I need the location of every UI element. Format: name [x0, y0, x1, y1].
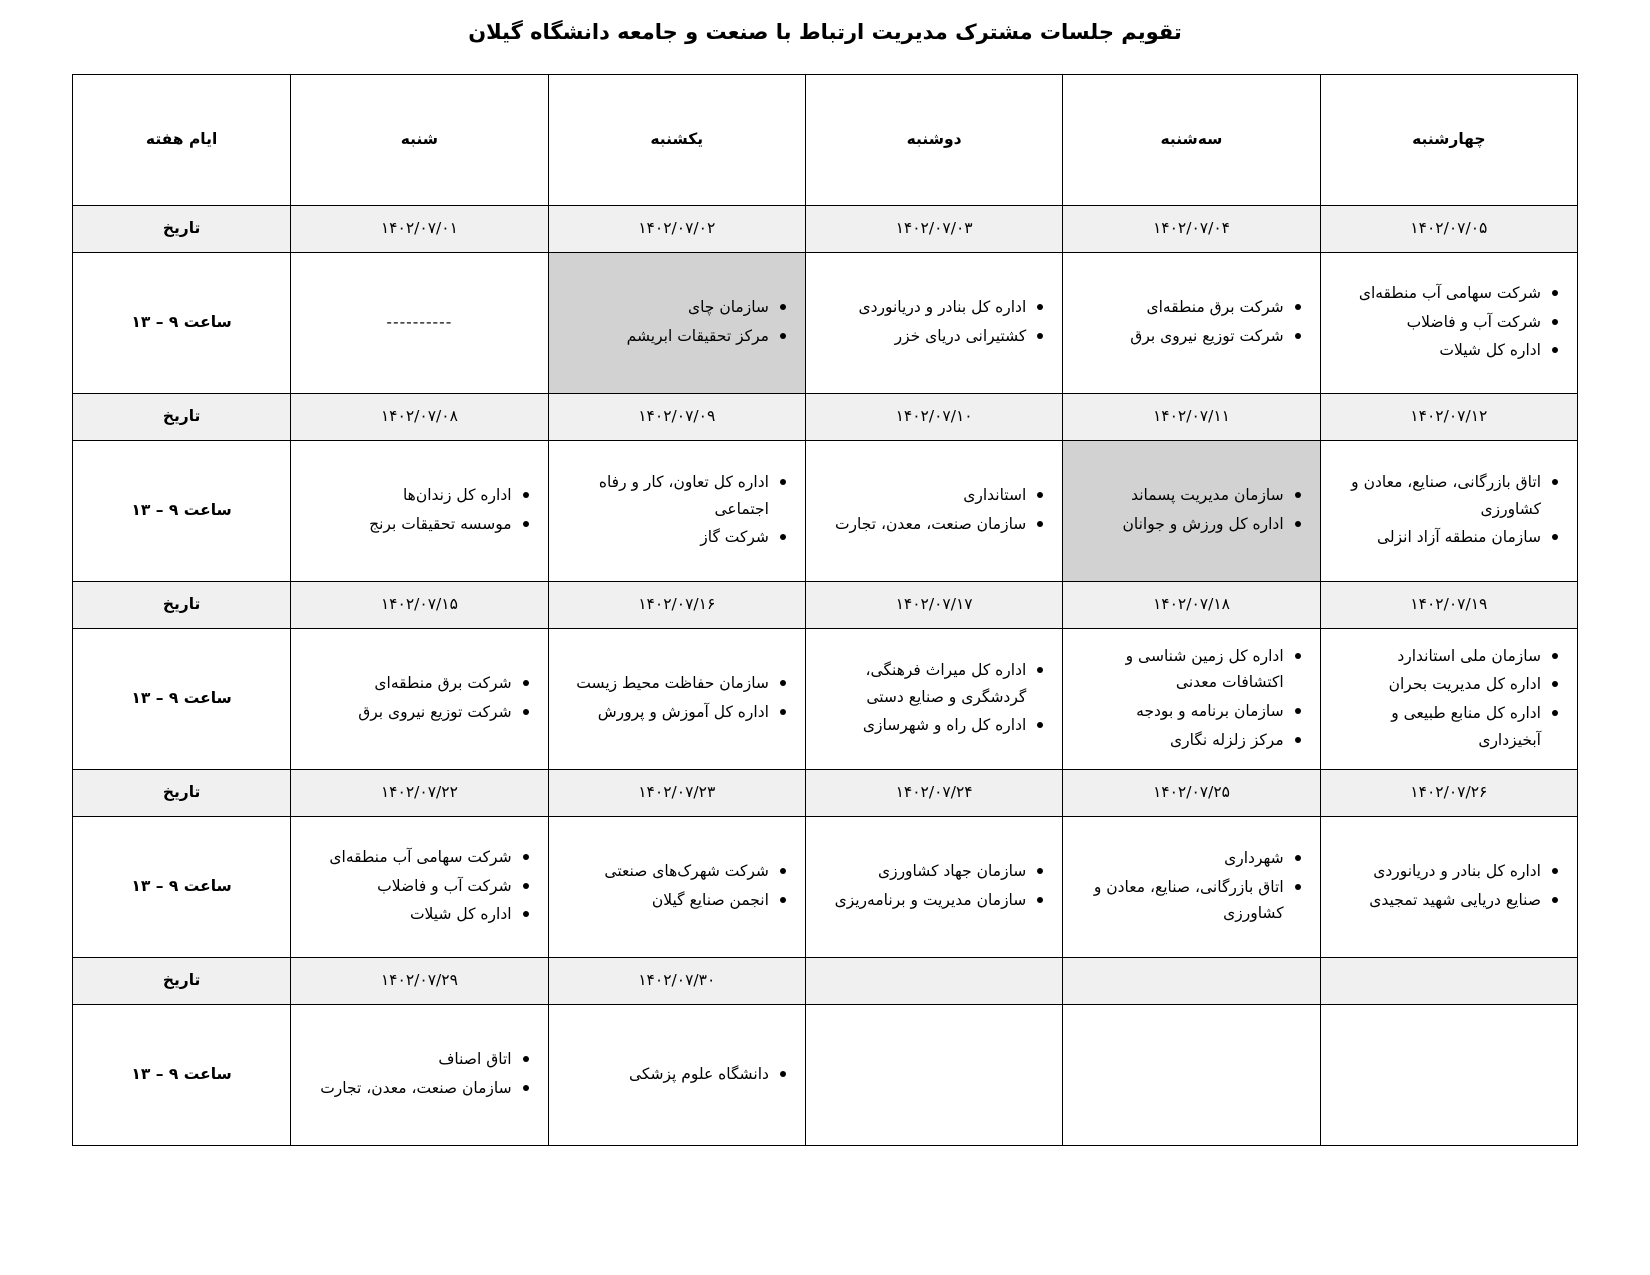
organization-list	[816, 858, 1052, 913]
organization-item: مرکز تحقیقات ابریشم	[559, 323, 769, 350]
organization-item: سازمان مدیریت و برنامه‌ریزی	[816, 887, 1026, 914]
organization-list	[559, 469, 795, 551]
date-row	[73, 958, 1578, 1005]
meeting-cell	[1063, 253, 1320, 394]
organization-item: سازمان صنعت، معدن، تجارت	[301, 1075, 511, 1102]
organization-item: شرکت شهرک‌های صنعتی	[559, 858, 769, 885]
meeting-cell	[805, 253, 1062, 394]
organization-item: شرکت آب و فاضلاب	[301, 873, 511, 900]
row-label-header: ایام هفته	[73, 75, 291, 206]
meeting-cell	[1063, 441, 1320, 582]
organization-item: اداره کل منابع طبیعی و آبخیزداری	[1331, 700, 1541, 753]
date-cell: ۱۴۰۲/۰۷/۰۸	[291, 394, 548, 441]
organization-item: استانداری	[816, 482, 1026, 509]
date-cell: ۱۴۰۲/۰۷/۱۵	[291, 582, 548, 629]
meeting-cell	[291, 441, 548, 582]
date-cell: ۱۴۰۲/۰۷/۲۲	[291, 770, 548, 817]
meeting-cell	[291, 629, 548, 770]
date-cell: ۱۴۰۲/۰۷/۲۹	[291, 958, 548, 1005]
date-cell: ۱۴۰۲/۰۷/۰۱	[291, 206, 548, 253]
organization-item: اداره کل شیلات	[1331, 337, 1541, 364]
organization-list	[1073, 294, 1309, 349]
date-row-label: تاریخ	[73, 770, 291, 817]
date-cell: ۱۴۰۲/۰۷/۲۵	[1063, 770, 1320, 817]
time-row-label: ساعت ۹ – ۱۳	[73, 441, 291, 582]
meeting-cell	[1320, 629, 1577, 770]
organization-list	[559, 1061, 795, 1088]
organization-list	[559, 294, 795, 349]
meeting-cell-empty	[1063, 1005, 1320, 1146]
date-cell: ۱۴۰۲/۰۷/۱۸	[1063, 582, 1320, 629]
date-row	[73, 770, 1578, 817]
organization-list	[1331, 858, 1567, 913]
organization-item: شهرداری	[1073, 845, 1283, 872]
organization-item: اداره کل بنادر و دریانوردی	[1331, 858, 1541, 885]
organization-item: اداره کل آموزش و پرورش	[559, 699, 769, 726]
day-header-cell: چهارشنبه	[1320, 75, 1577, 206]
meeting-cell	[291, 253, 548, 394]
organization-item: سازمان حفاظت محیط زیست	[559, 670, 769, 697]
organization-item: سازمان مدیریت پسماند	[1073, 482, 1283, 509]
date-cell: ۱۴۰۲/۰۷/۳۰	[548, 958, 805, 1005]
organization-list	[816, 482, 1052, 537]
organization-list	[559, 858, 795, 913]
organization-item: اتاق بازرگانی، صنایع، معادن و کشاورزی	[1331, 469, 1541, 522]
day-header-cell: شنبه	[291, 75, 548, 206]
organization-list	[1073, 482, 1309, 537]
organization-list	[1331, 469, 1567, 551]
organization-item: شرکت توزیع نیروی برق	[301, 699, 511, 726]
organization-item: اداره کل راه و شهرسازی	[816, 712, 1026, 739]
organization-list	[301, 844, 537, 928]
meeting-cell-empty	[1320, 1005, 1577, 1146]
date-row	[73, 206, 1578, 253]
date-cell: ۱۴۰۲/۰۷/۱۲	[1320, 394, 1577, 441]
date-row	[73, 582, 1578, 629]
organization-list	[1331, 643, 1567, 754]
meeting-cell	[805, 441, 1062, 582]
date-row-label: تاریخ	[73, 206, 291, 253]
meeting-cell-empty	[805, 1005, 1062, 1146]
organization-item: شرکت سهامی آب منطقه‌ای	[1331, 280, 1541, 307]
organization-item: صنایع دریایی شهید تمجیدی	[1331, 887, 1541, 914]
organization-list	[1073, 845, 1309, 927]
date-cell: ۱۴۰۲/۰۷/۰۵	[1320, 206, 1577, 253]
organization-item: سازمان صنعت، معدن، تجارت	[816, 511, 1026, 538]
meetings-row	[73, 253, 1578, 394]
date-cell: ۱۴۰۲/۰۷/۲۳	[548, 770, 805, 817]
organization-item: شرکت گاز	[559, 524, 769, 551]
meeting-cell	[1063, 629, 1320, 770]
date-cell: ۱۴۰۲/۰۷/۰۳	[805, 206, 1062, 253]
organization-list	[1331, 280, 1567, 364]
day-header-cell: سه‌شنبه	[1063, 75, 1320, 206]
organization-item: شرکت توزیع نیروی برق	[1073, 323, 1283, 350]
organization-list	[301, 1046, 537, 1101]
time-row-label: ساعت ۹ – ۱۳	[73, 629, 291, 770]
organization-item: اداره کل زندان‌ها	[301, 482, 511, 509]
page-title: تقویم جلسات مشترک مدیریت ارتباط با صنعت و جامعه دانشگاه گیلان	[468, 20, 1182, 44]
date-row-label: تاریخ	[73, 582, 291, 629]
date-row-label: تاریخ	[73, 394, 291, 441]
date-cell-empty	[805, 958, 1062, 1005]
organization-item: اداره کل مدیریت بحران	[1331, 671, 1541, 698]
meetings-calendar-table	[72, 74, 1578, 1146]
date-row	[73, 394, 1578, 441]
organization-item: اداره کل شیلات	[301, 901, 511, 928]
meeting-cell	[1320, 441, 1577, 582]
organization-list	[301, 482, 537, 537]
meeting-cell	[548, 253, 805, 394]
meeting-cell	[291, 1005, 548, 1146]
no-meeting-placeholder: ----------	[386, 313, 453, 332]
meeting-cell	[291, 817, 548, 958]
meeting-cell	[805, 817, 1062, 958]
date-cell: ۱۴۰۲/۰۷/۰۹	[548, 394, 805, 441]
meeting-cell	[548, 817, 805, 958]
organization-item: اداره کل بنادر و دریانوردی	[816, 294, 1026, 321]
date-cell: ۱۴۰۲/۰۷/۱۶	[548, 582, 805, 629]
organization-item: اداره کل میراث فرهنگی، گردشگری و صنایع دستی	[816, 657, 1026, 710]
organization-list	[301, 670, 537, 725]
organization-list	[559, 670, 795, 725]
date-cell: ۱۴۰۲/۰۷/۱۹	[1320, 582, 1577, 629]
organization-item: اداره کل تعاون، کار و رفاه اجتماعی	[559, 469, 769, 522]
organization-item: اداره کل ورزش و جوانان	[1073, 511, 1283, 538]
date-cell: ۱۴۰۲/۰۷/۲۴	[805, 770, 1062, 817]
organization-item: سازمان ملی استاندارد	[1331, 643, 1541, 670]
organization-item: موسسه تحقیقات برنج	[301, 511, 511, 538]
organization-item: اتاق اصناف	[301, 1046, 511, 1073]
organization-item: سازمان برنامه و بودجه	[1073, 698, 1283, 725]
meeting-cell	[548, 629, 805, 770]
meeting-cell	[805, 629, 1062, 770]
date-cell-empty	[1063, 958, 1320, 1005]
meeting-cell	[548, 441, 805, 582]
table-header-row	[73, 75, 1578, 206]
meetings-row	[73, 817, 1578, 958]
date-cell: ۱۴۰۲/۰۷/۰۴	[1063, 206, 1320, 253]
time-row-label: ساعت ۹ – ۱۳	[73, 1005, 291, 1146]
meeting-cell	[1320, 253, 1577, 394]
meetings-row	[73, 441, 1578, 582]
organization-item: شرکت آب و فاضلاب	[1331, 309, 1541, 336]
organization-item: کشتیرانی دریای خزر	[816, 323, 1026, 350]
organization-list	[1073, 643, 1309, 754]
date-cell: ۱۴۰۲/۰۷/۰۲	[548, 206, 805, 253]
meetings-row	[73, 629, 1578, 770]
organization-item: سازمان منطقه آزاد انزلی	[1331, 524, 1541, 551]
organization-item: اتاق بازرگانی، صنایع، معادن و کشاورزی	[1073, 874, 1283, 927]
organization-item: سازمان جهاد کشاورزی	[816, 858, 1026, 885]
time-row-label: ساعت ۹ – ۱۳	[73, 253, 291, 394]
day-header-cell: دوشنبه	[805, 75, 1062, 206]
date-row-label: تاریخ	[73, 958, 291, 1005]
organization-item: شرکت برق منطقه‌ای	[301, 670, 511, 697]
date-cell: ۱۴۰۲/۰۷/۲۶	[1320, 770, 1577, 817]
meeting-cell	[548, 1005, 805, 1146]
organization-list	[816, 657, 1052, 739]
date-cell: ۱۴۰۲/۰۷/۱۷	[805, 582, 1062, 629]
date-cell-empty	[1320, 958, 1577, 1005]
organization-item: شرکت برق منطقه‌ای	[1073, 294, 1283, 321]
meetings-row	[73, 1005, 1578, 1146]
organization-item: شرکت سهامی آب منطقه‌ای	[301, 844, 511, 871]
meeting-cell	[1320, 817, 1577, 958]
date-cell: ۱۴۰۲/۰۷/۱۰	[805, 394, 1062, 441]
date-cell: ۱۴۰۲/۰۷/۱۱	[1063, 394, 1320, 441]
organization-list	[816, 294, 1052, 349]
organization-item: دانشگاه علوم پزشکی	[559, 1061, 769, 1088]
organization-item: اداره کل زمین شناسی و اکتشافات معدنی	[1073, 643, 1283, 696]
time-row-label: ساعت ۹ – ۱۳	[73, 817, 291, 958]
day-header-cell: یکشنبه	[548, 75, 805, 206]
organization-item: سازمان چای	[559, 294, 769, 321]
calendar-table-container	[0, 54, 1650, 1146]
meeting-cell	[1063, 817, 1320, 958]
organization-item: انجمن صنایع گیلان	[559, 887, 769, 914]
organization-item: مرکز زلزله نگاری	[1073, 727, 1283, 754]
